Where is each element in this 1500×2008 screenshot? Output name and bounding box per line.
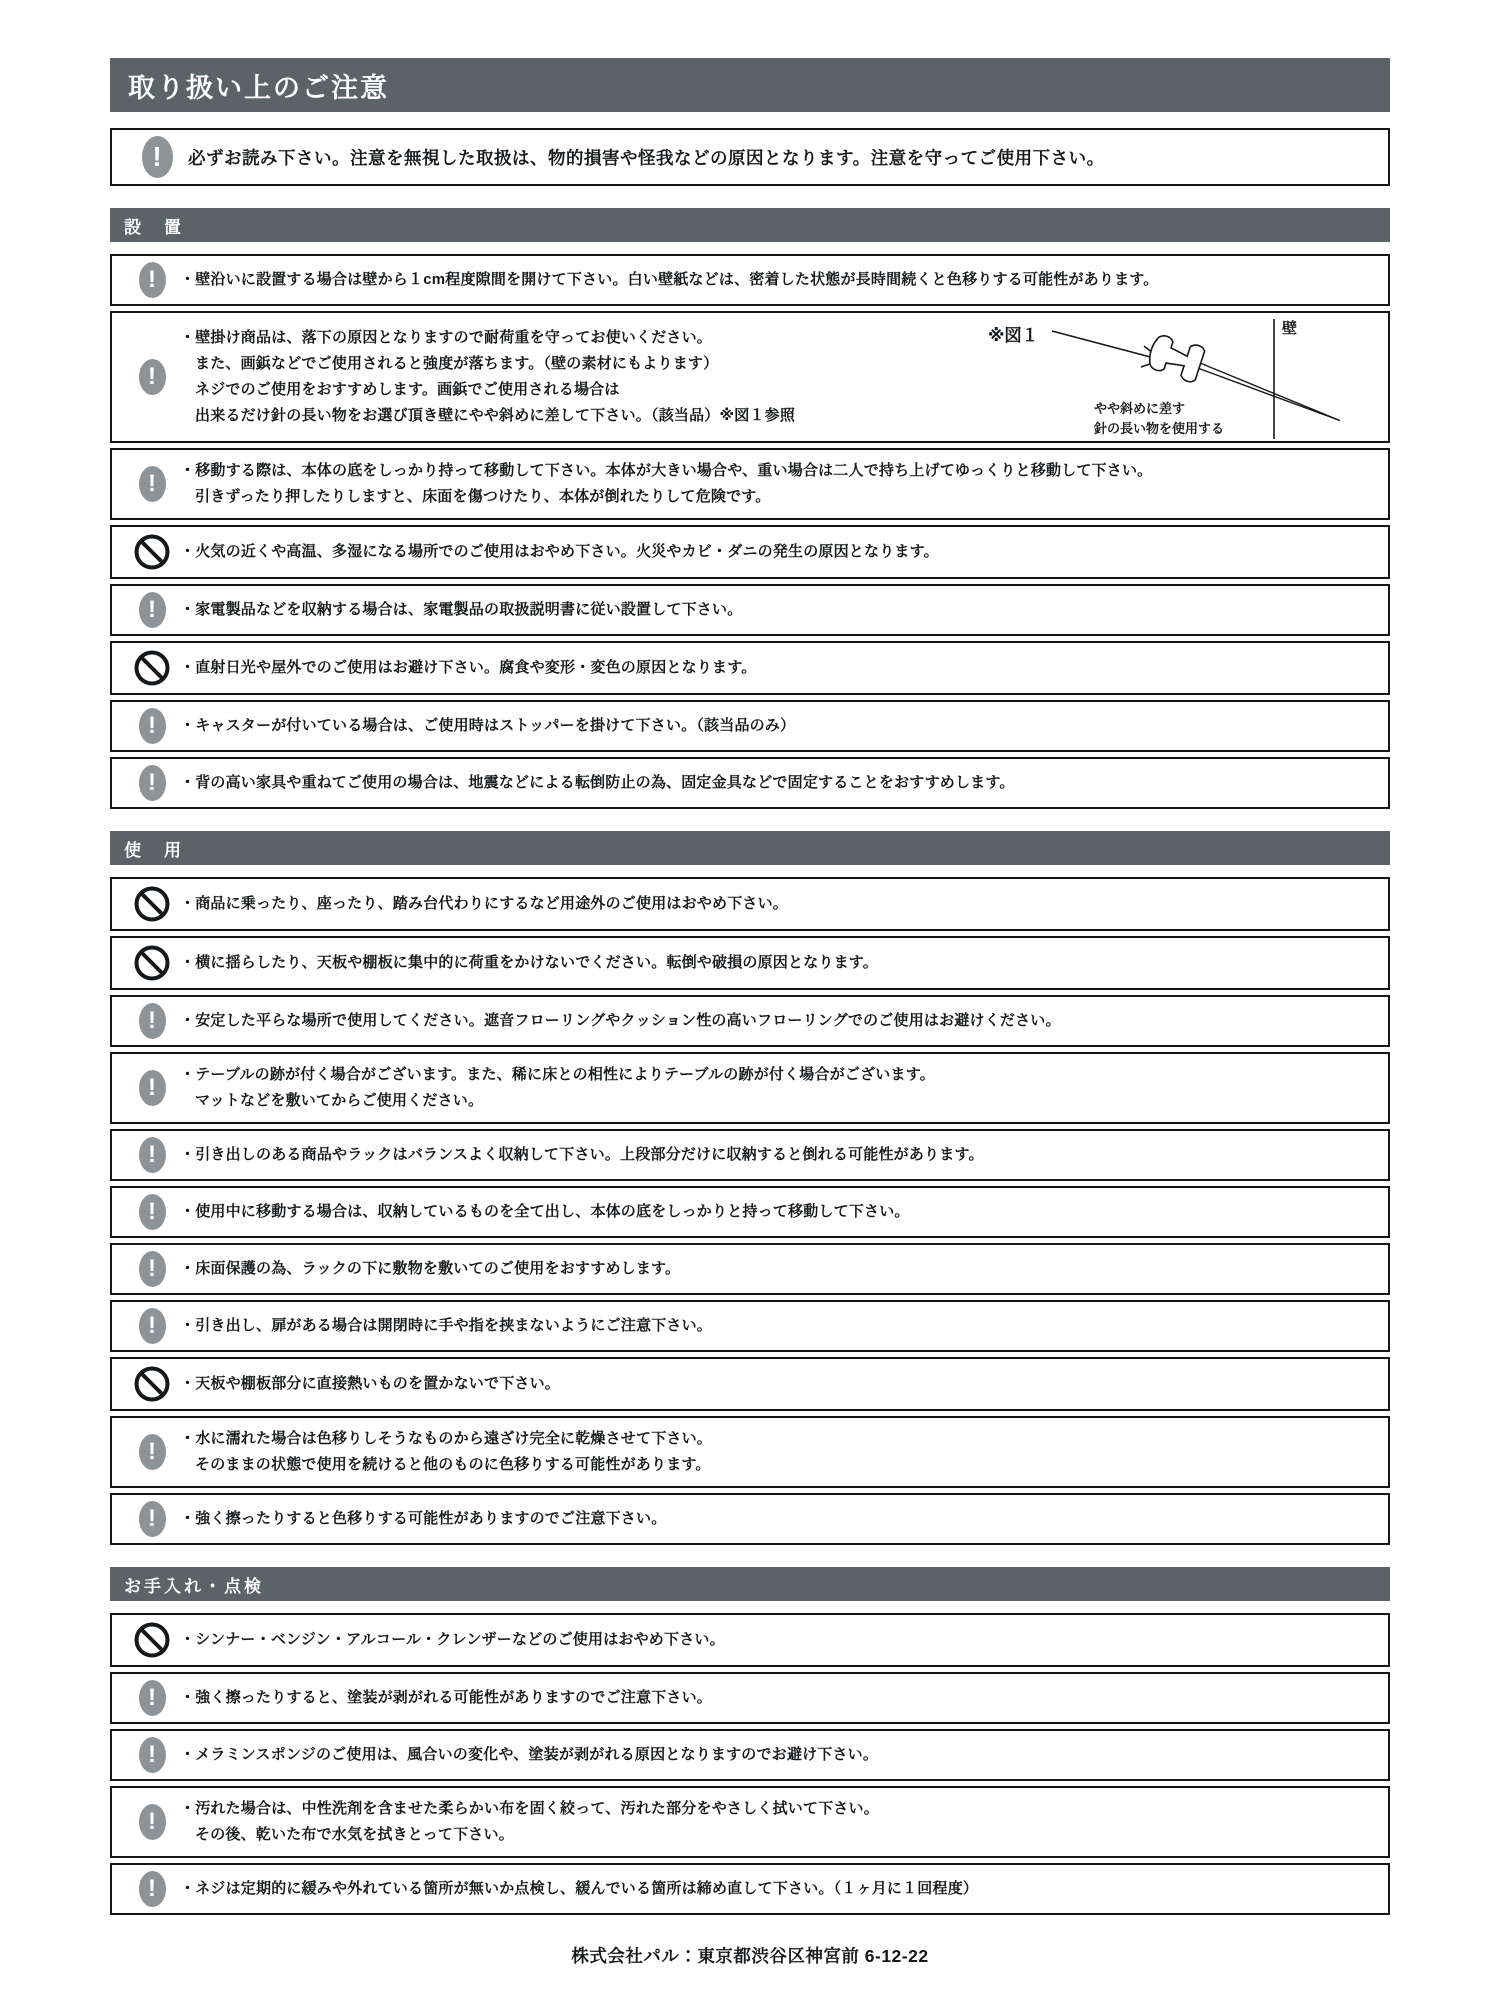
- warning-row: [110, 1672, 1390, 1724]
- row-icon-cell: [124, 944, 180, 982]
- row-text-line: ・汚れた場合は、中性洗剤を含ませた柔らかい布を固く絞って、汚れた部分をやさしく拭いて下さい。: [180, 1800, 879, 1817]
- row-text-line: ・強く擦ったりすると色移りする可能性がありますのでご注意下さい。: [180, 1510, 667, 1527]
- figure-label: ※図１: [988, 326, 1039, 345]
- row-text-line: ・背の高い家具や重ねてご使用の場合は、地震などによる転倒防止の為、固定金具などで固定することをおすすめします。: [180, 774, 1015, 791]
- warning-row: [110, 1300, 1390, 1352]
- warning-row: [110, 1243, 1390, 1295]
- sections-container: [110, 208, 1390, 1915]
- row-text: [180, 595, 1376, 625]
- warning-row: [110, 311, 1390, 443]
- caution-icon: !: [139, 1804, 166, 1840]
- row-icon-cell: [124, 1003, 180, 1039]
- row-text: [180, 1197, 1376, 1227]
- row-text: [180, 1625, 1376, 1655]
- caution-icon: !: [139, 1871, 166, 1907]
- warning-row: [110, 1416, 1390, 1488]
- warning-row: [110, 877, 1390, 931]
- section-header: [110, 1567, 1390, 1601]
- row-text: [180, 1740, 1376, 1770]
- caution-icon: !: [139, 466, 166, 502]
- warning-row: [110, 1357, 1390, 1411]
- row-text-line: ・壁沿いに設置する場合は壁から１cm程度隙間を開けて下さい。白い壁紙などは、密着した状態が長時間続くと色移りする可能性があります。: [180, 271, 1159, 288]
- row-text-line: 引きずったり押したりしますと、床面を傷つけたり、本体が倒れたりして危険です。: [195, 488, 771, 505]
- row-icon-cell: [124, 466, 180, 502]
- row-text-line: ・商品に乗ったり、座ったり、踏み台代わりにするなど用途外のご使用はおやめ下さい。: [180, 895, 789, 912]
- row-icon-cell: [124, 765, 180, 801]
- row-text-line: ・天板や棚板部分に直接熱いものを置かないで下さい。: [180, 1375, 561, 1392]
- row-text-line: ・水に濡れた場合は色移りしそうなものから遠ざけ完全に乾燥させて下さい。: [180, 1430, 713, 1447]
- row-text: [180, 1140, 1376, 1170]
- row-text: [180, 1794, 1376, 1850]
- warning-row: [110, 584, 1390, 636]
- row-icon-cell: [124, 885, 180, 923]
- prohibition-icon: [133, 1365, 171, 1403]
- row-text-line: その後、乾いた布で水気を拭きとって下さい。: [195, 1826, 514, 1843]
- prohibition-icon: [133, 649, 171, 687]
- row-icon-cell: [124, 1501, 180, 1537]
- row-icon-cell: [124, 1804, 180, 1840]
- row-text-line: ・ネジは定期的に緩みや外れている箇所が無いか点検し、緩んでいる箇所は締め直して下さい。（１ヶ月に１回程度）: [180, 1880, 979, 1897]
- warning-row: [110, 1786, 1390, 1858]
- warning-row: [110, 1863, 1390, 1915]
- row-icon-cell: [124, 1365, 180, 1403]
- row-icon-cell: [124, 1737, 180, 1773]
- warning-row: [110, 525, 1390, 579]
- row-text-line: ・壁掛け商品は、落下の原因となりますので耐荷重を守ってお使いください。: [180, 329, 713, 346]
- caution-icon: !: [139, 262, 166, 298]
- row-text: [180, 1683, 1376, 1713]
- page-title-text: 取り扱い上のご注意: [128, 72, 389, 103]
- notice-text: 必ずお読み下さい。注意を無視した取扱は、物的損害や怪我などの原因となります。注意を守ってご使用下さい。: [188, 147, 1105, 168]
- section-header: [110, 208, 1390, 242]
- caution-icon: !: [139, 1501, 166, 1537]
- warning-row: [110, 1129, 1390, 1181]
- notice-banner: [110, 128, 1390, 186]
- row-text: [180, 1874, 1376, 1904]
- prohibition-icon: [133, 533, 171, 571]
- warning-row: [110, 1613, 1390, 1667]
- row-icon-cell: [124, 1070, 180, 1106]
- page-title: [110, 58, 1390, 112]
- row-text: [180, 1254, 1376, 1284]
- row-text: [180, 1060, 1376, 1116]
- caution-icon: !: [139, 1003, 166, 1039]
- row-text: [180, 1369, 1376, 1399]
- row-icon-cell: [124, 1308, 180, 1344]
- row-text-line: そのままの状態で使用を続けると他のものに色移りする可能性があります。: [195, 1456, 711, 1473]
- prohibition-icon: [133, 1621, 171, 1659]
- caution-icon: !: [139, 359, 166, 395]
- wall-label: 壁: [1282, 320, 1298, 337]
- row-text: [180, 768, 1376, 798]
- section-rows: [110, 1613, 1390, 1915]
- row-text: [180, 1424, 1376, 1480]
- caution-icon: !: [139, 1308, 166, 1344]
- row-icon-cell: [124, 1434, 180, 1470]
- prohibition-icon: [133, 885, 171, 923]
- row-text-line: また、画鋲などでご使用されると強度が落ちます。（壁の素材にもよります）: [195, 355, 719, 372]
- warning-row: [110, 1729, 1390, 1781]
- row-text-line: ・キャスターが付いている場合は、ご使用時はストッパーを掛けて下さい。（該当品のみ）: [180, 717, 796, 734]
- row-text-line: ・移動する際は、本体の底をしっかり持って移動して下さい。本体が大きい場合や、重い場合は二人で持ち上げてゆっくりと移動して下さい。: [180, 462, 1153, 479]
- caution-icon: !: [139, 1434, 166, 1470]
- row-text-line: ・直射日光や屋外でのご使用はお避け下さい。腐食や変形・変色の原因となります。: [180, 659, 757, 676]
- warning-row: [110, 995, 1390, 1047]
- caution-icon: !: [142, 136, 173, 178]
- row-icon-cell: [124, 592, 180, 628]
- row-text: [180, 711, 1376, 741]
- row-text-line: ・テーブルの跡が付く場合がございます。また、稀に床との相性によりテーブルの跡が付く場合がございます。: [180, 1066, 935, 1083]
- warning-row: [110, 1493, 1390, 1545]
- warning-row: [110, 254, 1390, 306]
- row-icon-cell: [124, 1137, 180, 1173]
- row-text-line: ・シンナー・ベンジン・アルコール・クレンザーなどのご使用はおやめ下さい。: [180, 1631, 725, 1648]
- row-text-line: ・メラミンスポンジのご使用は、風合いの変化や、塗装が剥がれる原因となりますのでお避け下さい。: [180, 1746, 879, 1763]
- caution-icon: !: [139, 1070, 166, 1106]
- row-text-line: ・引き出しのある商品やラックはバランスよく収納して下さい。上段部分だけに収納すると倒れる可能性があります。: [180, 1146, 984, 1163]
- caution-icon: !: [139, 592, 166, 628]
- row-icon-cell: [124, 1871, 180, 1907]
- warning-row: [110, 1186, 1390, 1238]
- figure-caption-line: 針の長い物を使用する: [1094, 421, 1225, 436]
- row-text: [180, 1311, 1376, 1341]
- section-rows: [110, 877, 1390, 1545]
- row-icon-cell: [124, 708, 180, 744]
- row-text-line: ・床面保護の為、ラックの下に敷物を敷いてのご使用をおすすめします。: [180, 1260, 681, 1277]
- caution-icon: !: [139, 765, 166, 801]
- row-text-line: 出来るだけ針の長い物をお選び頂き壁にやや斜めに差して下さい。（該当品）※図１参照: [195, 407, 796, 424]
- row-icon-cell: [124, 359, 180, 395]
- row-text: [180, 889, 1376, 919]
- prohibition-icon: [133, 944, 171, 982]
- row-icon-cell: [124, 262, 180, 298]
- company-address: 株式会社パル：東京都渋谷区神宮前 6-12-22: [571, 1946, 929, 1966]
- row-text: [180, 265, 1376, 295]
- caution-icon: !: [139, 708, 166, 744]
- notice-icon-cell: [126, 136, 188, 178]
- warning-row: [110, 641, 1390, 695]
- caution-icon: !: [139, 1137, 166, 1173]
- row-text-line: ネジでのご使用をおすすめします。画鋲でご使用される場合は: [195, 381, 620, 398]
- row-text: [180, 323, 1376, 431]
- row-text: [180, 537, 1376, 567]
- section-title: 設 置: [124, 217, 184, 237]
- row-text: [180, 456, 1376, 512]
- row-text: [180, 1006, 1376, 1036]
- row-text-line: ・横に揺らしたり、天板や棚板に集中的に荷重をかけないでください。転倒や破損の原因となります。: [180, 954, 879, 971]
- caution-icon: !: [139, 1680, 166, 1716]
- row-text-line: ・安定した平らな場所で使用してください。遮音フローリングやクッション性の高いフローリングでのご使用はお避けください。: [180, 1012, 1061, 1029]
- section-title: 使 用: [124, 840, 184, 860]
- row-text: [180, 653, 1376, 683]
- warning-row: [110, 1052, 1390, 1124]
- row-text: [180, 1504, 1376, 1534]
- row-icon-cell: [124, 1194, 180, 1230]
- row-text-line: マットなどを敷いてからご使用ください。: [195, 1092, 484, 1109]
- caution-icon: !: [139, 1737, 166, 1773]
- warning-row: [110, 448, 1390, 520]
- section-header: [110, 831, 1390, 865]
- row-icon-cell: [124, 1621, 180, 1659]
- figure-caption-line: やや斜めに差す: [1094, 401, 1186, 416]
- warning-row: [110, 936, 1390, 990]
- warning-row: [110, 700, 1390, 752]
- row-text-line: ・引き出し、扉がある場合は開閉時に手や指を挟まないようにご注意下さい。: [180, 1317, 713, 1334]
- warning-row: [110, 757, 1390, 809]
- row-icon-cell: [124, 649, 180, 687]
- row-icon-cell: [124, 533, 180, 571]
- row-icon-cell: [124, 1251, 180, 1287]
- caution-icon: !: [139, 1194, 166, 1230]
- row-icon-cell: [124, 1680, 180, 1716]
- row-text-line: ・強く擦ったりすると、塗装が剥がれる可能性がありますのでご注意下さい。: [180, 1689, 713, 1706]
- row-text: [180, 948, 1376, 978]
- row-text-line: ・家電製品などを収納する場合は、家電製品の取扱説明書に従い設置して下さい。: [180, 601, 743, 618]
- row-text-line: ・火気の近くや高温、多湿になる場所でのご使用はおやめ下さい。火災やカビ・ダニの発生の原因となります。: [180, 543, 939, 560]
- section-title: お手入れ・点検: [124, 1576, 264, 1596]
- row-text-line: ・使用中に移動する場合は、収納しているものを全て出し、本体の底をしっかりと持って移動して下さい。: [180, 1203, 910, 1220]
- section-rows: [110, 254, 1390, 809]
- caution-icon: !: [139, 1251, 166, 1287]
